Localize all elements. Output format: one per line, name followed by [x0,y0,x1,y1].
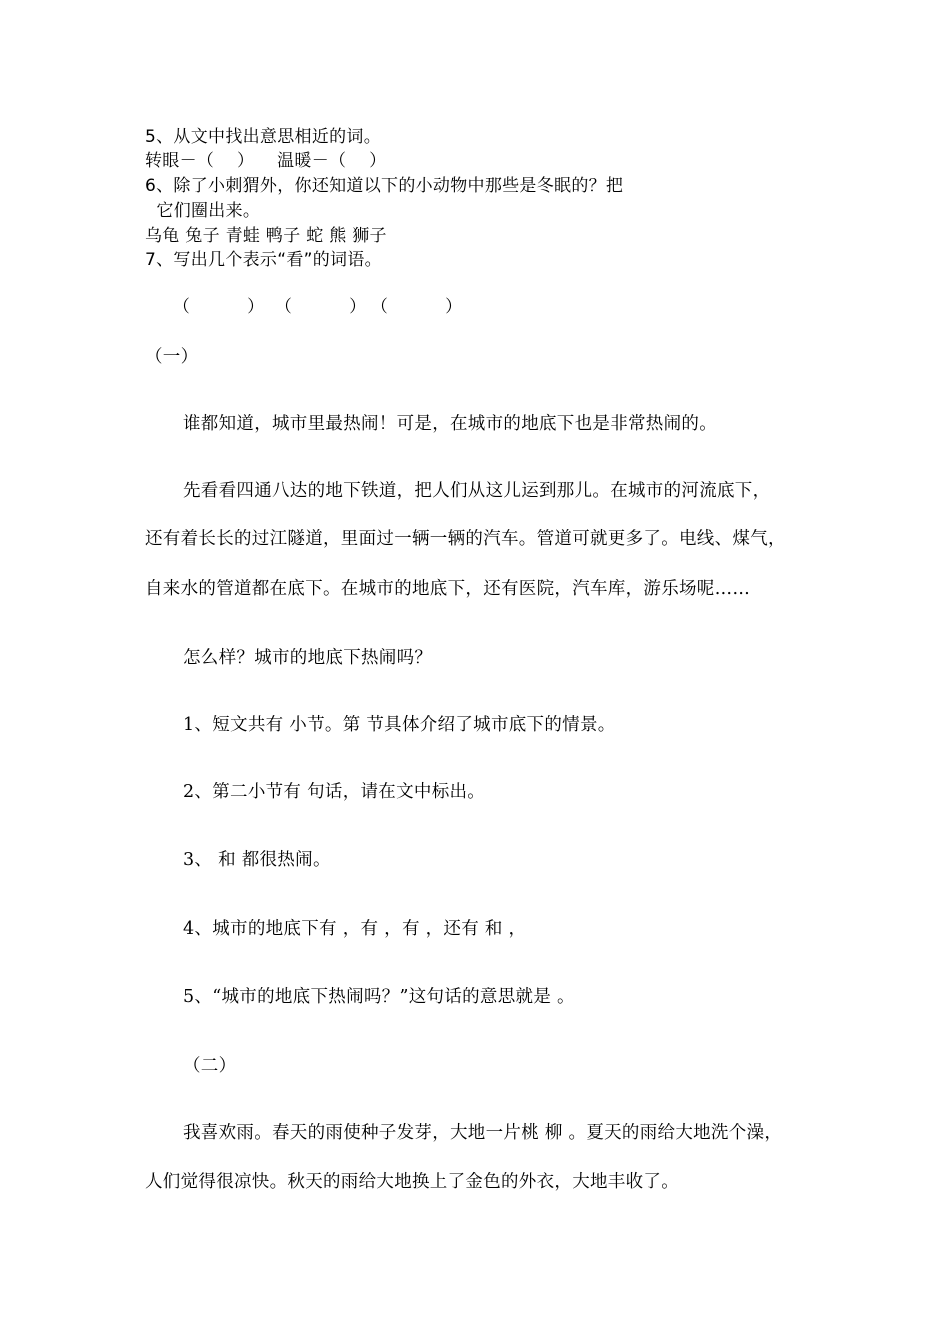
question-5-answer-line: 转眼－（ ） 温暖－（ ） [145,151,387,171]
question-6-prompt-line1: 6、除了小刺猬外，你还知道以下的小动物中那些是冬眠的？把 [145,176,624,196]
section-1-paragraph-2-line-2: 还有着长长的过江隧道，里面过一辆一辆的汽车。管道可就更多了。电线、煤气， [145,529,786,549]
section-1-paragraph-2-line-3: 自来水的管道都在底下。在城市的地底下，还有医院，汽车库，游乐场呢…… [145,579,751,599]
section-1-paragraph-1: 谁都知道，城市里最热闹！可是，在城市的地底下也是非常热闹的。 [183,414,717,434]
question-7-prompt: 7、写出几个表示“看”的词语。 [145,250,382,270]
section-1-paragraph-2-line-1: 先看看四通八达的地下铁道，把人们从这儿运到那儿。在城市的河流底下， [183,481,771,501]
question-7-answer-blanks [150,274,462,340]
section-1-heading: （一） [145,347,199,367]
question-6-animal-list: 乌龟 兔子 青蛙 鸭子 蛇 熊 狮子 [145,226,387,246]
section-2-paragraph-1-line-1: 我喜欢雨。春天的雨使种子发芽，大地一片桃 柳 。夏天的雨给大地洗个澡， [183,1123,783,1143]
section-1-paragraph-3: 怎么样？城市的地底下热闹吗？ [183,648,433,668]
answer-blank-1: （ ） [172,297,265,317]
answer-blank-2: （ ） [274,297,367,317]
section-1-question-4: 4、城市的地底下有 ，有 ，有 ，还有 和 ， [183,919,527,939]
question-6-prompt-line2: 它们圈出来。 [145,201,261,221]
section-2-heading: （二） [183,1056,237,1076]
section-1-question-5: 5、“城市的地底下热闹吗？”这句话的意思就是 。 [183,987,575,1007]
section-2-paragraph-1-line-2: 人们觉得很凉快。秋天的雨给大地换上了金色的外衣，大地丰收了。 [145,1172,679,1192]
section-1-question-1: 1、短文共有 小节。第 节具体介绍了城市底下的情景。 [183,715,616,735]
answer-blank-3: （ ） [370,297,463,317]
question-5-prompt: 5、从文中找出意思相近的词。 [145,127,382,147]
section-1-question-3: 3、 和 都很热闹。 [183,850,331,870]
section-1-question-2: 2、第二小节有 句话，请在文中标出。 [183,782,486,802]
